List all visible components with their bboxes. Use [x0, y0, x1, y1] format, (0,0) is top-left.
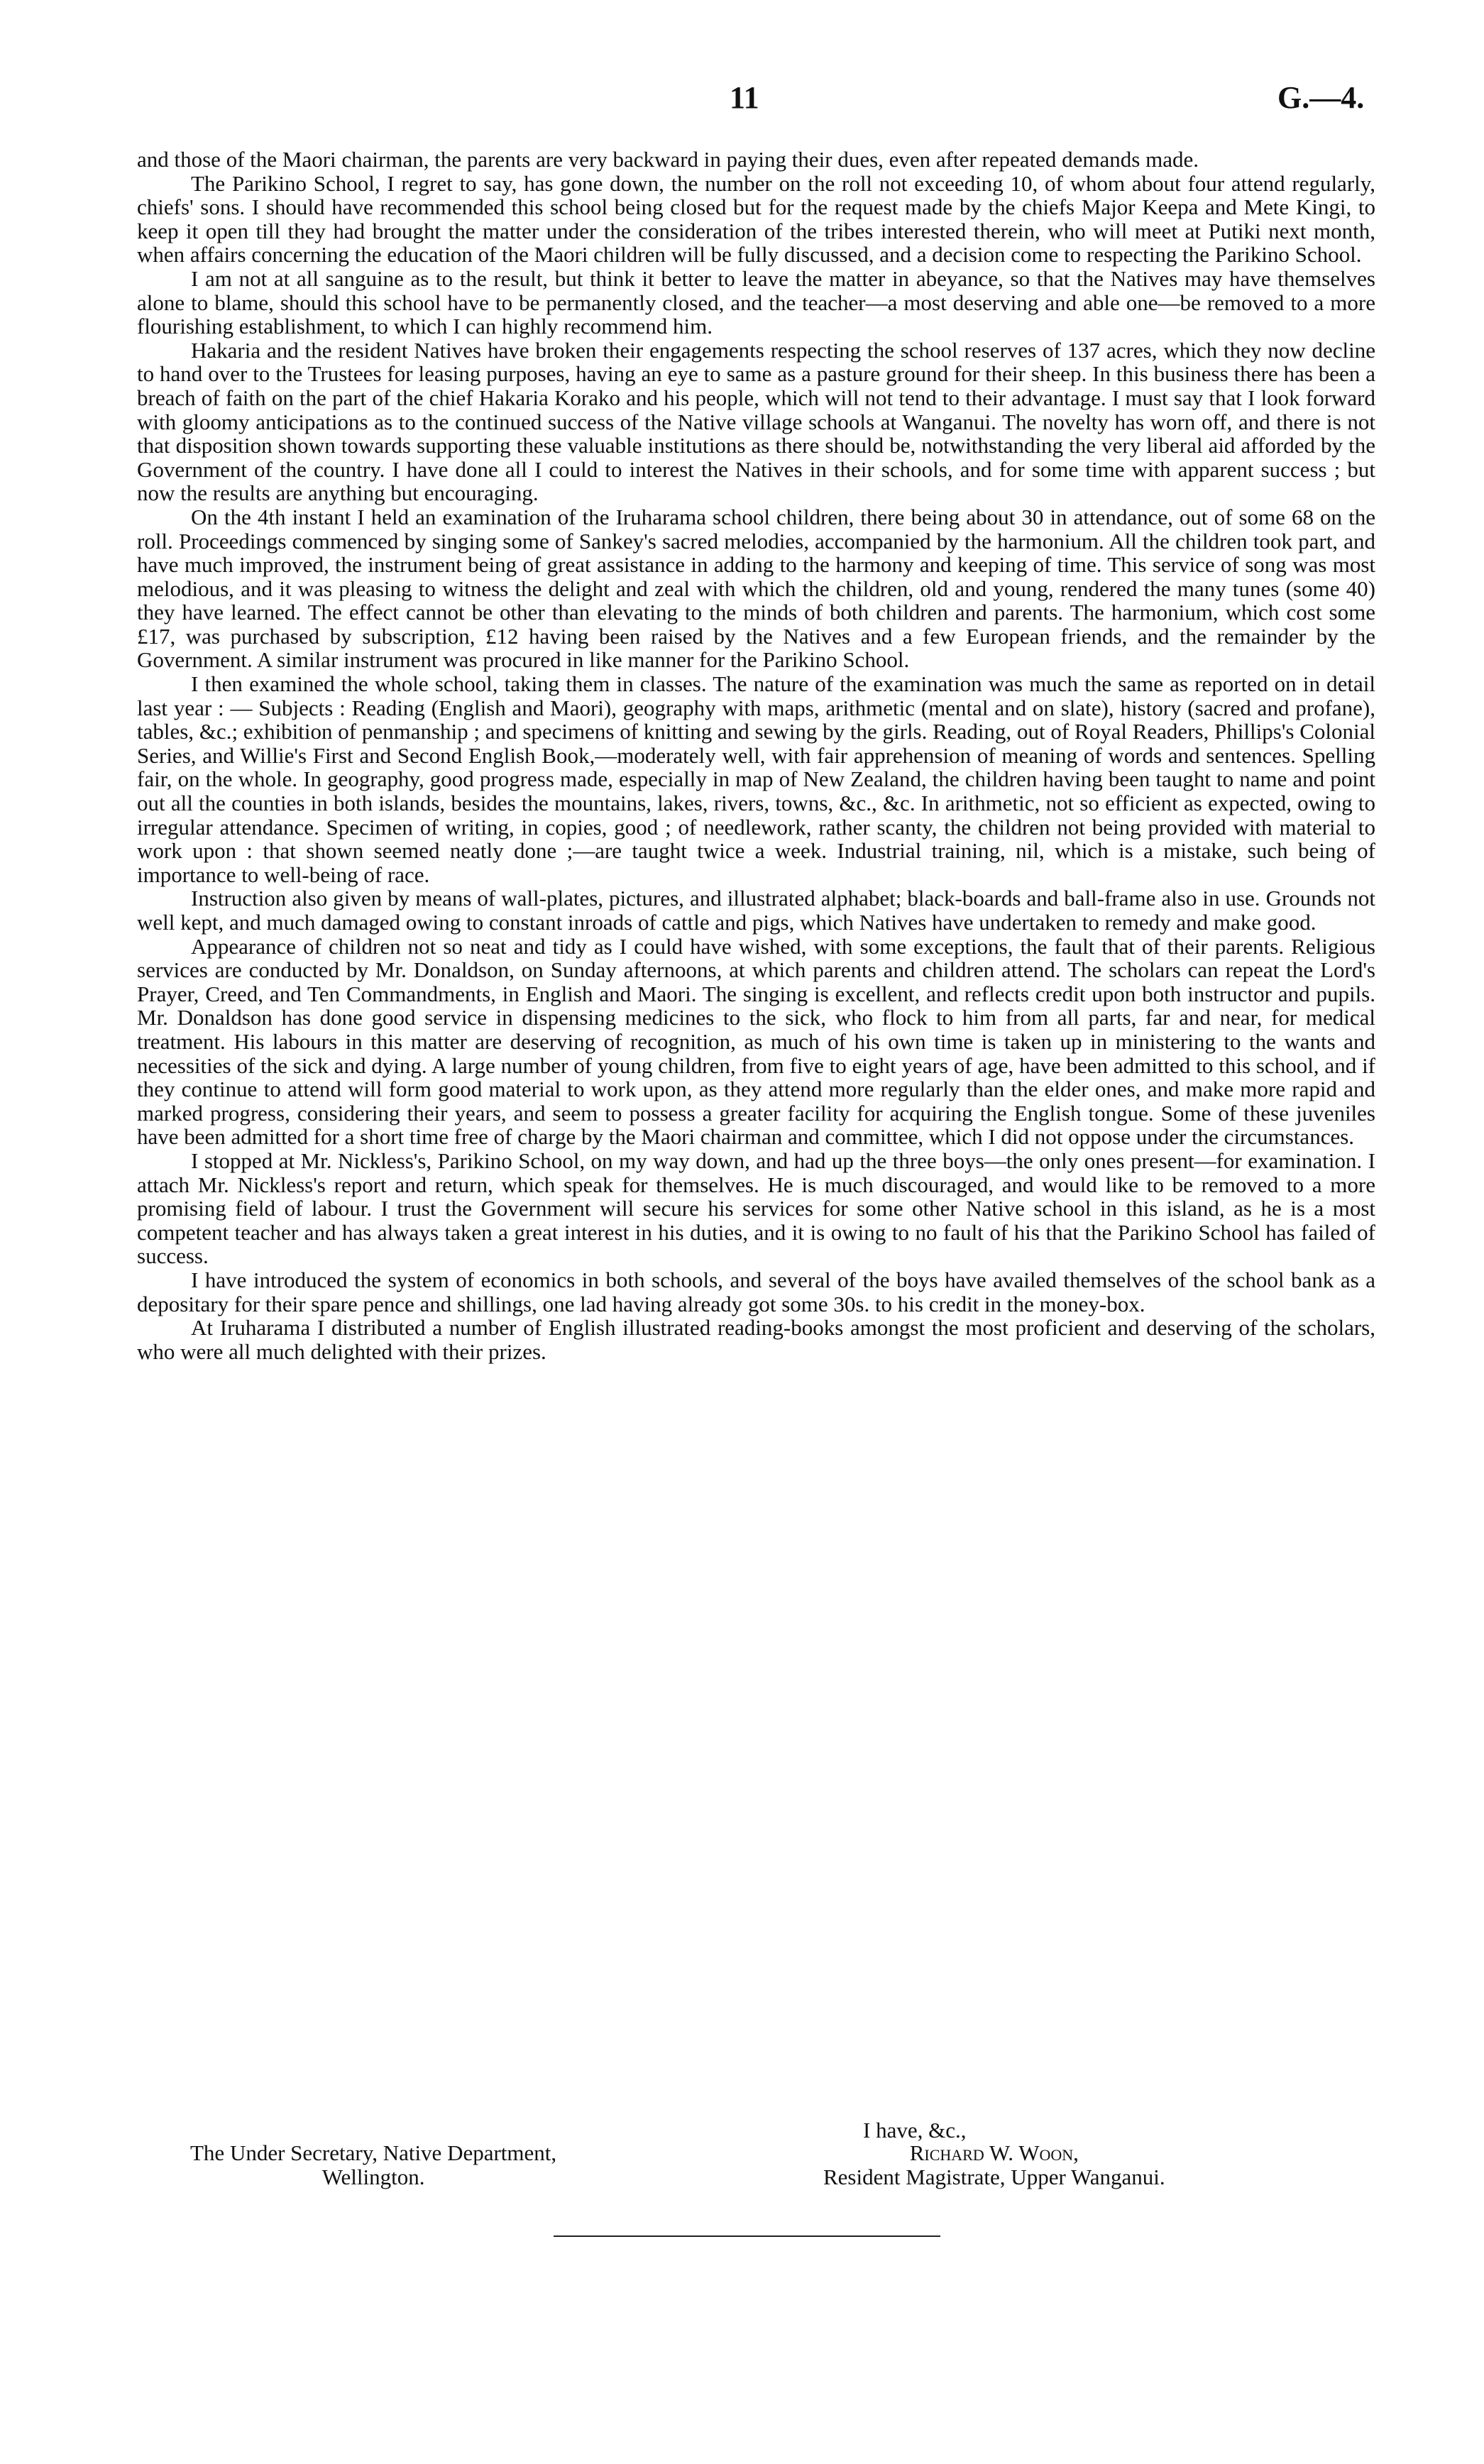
paragraph-3: I am not at all sanguine as to the result, but think it better to leave the matter in abeyance, so that the Natives may have themselves alone to blame, should this school have to be permanently closed, and the teacher—a most deserving and able one—be removed to a more flourishing establishment, to which I can highly recommend him.	[137, 265, 1375, 339]
paragraph-7: Instruction also given by means of wall-plates, pictures, and illustrated alphabet; black-boards and ball-frame also in use. Grounds not well kept, and much damaged owing to constant inroads of cattle and pigs, which Natives have undertaken to remedy and make good.	[137, 886, 1375, 935]
paragraph-8: Appearance of children not so neat and tidy as I could have wished, with some exceptions, the fault that of their parents. Religious services are conducted by Mr. Donaldson, on Sunday afternoons, at which parents and children attend. The scholars can repeat the Lord's Prayer, Creed, and Ten Commandments, in English and Maori. The singing is excellent, and reflects credit upon both instructor and pupils. Mr. Donaldson has done good service in dispensing medicines to the sick, who flock to him from all parts, far and near, for medical treatment. His labours in this matter are deserving of recognition, as much of his own time is taken up in ministering to the wants and necessities of the sick and dying. A large number of young children, from five to eight years of age, have been admitted to this school, and if they continue to attend will form good material to work upon, as they attend more regularly than the elder ones, and make more rapid and marked progress, considering their years, and seem to possess a greater facility for acquiring the English tongue. Some of these juveniles have been admitted for a short time free of charge by the Maori chairman and committee, which I did not oppose under the circumstances.	[137, 933, 1375, 1150]
closing-salutation: I have, &c.,	[863, 2118, 967, 2143]
paragraph-6: I then examined the whole school, taking them in classes. The nature of the examination was much the same as reported on in detail last year : — Subjects : Reading (English and Maori), geography with maps, arithmetic (mental and on slate), history (sacred and profane), tables, &c.; exhibition of penmanship ; and specimens of knitting and sewing by the girls. Reading, out of Royal Readers, Phillips's Colonial Series, and Willie's First and Second English Book,—moderately well, with fair apprehension of meaning of words and sentences. Spelling fair, on the whole. In geography, good progress made, especially in map of New Zealand, the children having been taught to name and point out all the counties in both islands, besides the mountains, lakes, rivers, towns, &c., &c. In arithmetic, not so efficient as expected, owing to irregular attendance. Specimen of writing, in copies, good ; of needlework, rather scanty, the children not being provided with material to work upon : that shown seemed neatly done ;—are taught twice a week. Industrial training, nil, which is a mistake, such being of importance to well-being of race.	[137, 671, 1375, 887]
signature-block	[823, 2141, 1165, 2189]
paragraph-11: At Iruharama I distributed a number of English illustrated reading-books amongst the most proficient and deserving of the scholars, who were all much delighted with their prizes.	[137, 1315, 1375, 1364]
paragraph-2: The Parikino School, I regret to say, has gone down, the number on the roll not exceeding 10, of whom about four attend regularly, chiefs' sons. I should have recommended this school being closed but for the request made by the chiefs Major Keepa and Mete Kingi, to keep it open till they had brought the matter under the consideration of the tribes interested therein, who will meet at Putiki next month, when affairs concerning the education of the Maori children will be fully discussed, and a decision come to respecting the Parikino School.	[137, 170, 1375, 268]
paragraph-9: I stopped at Mr. Nickless's, Parikino School, on my way down, and had up the three boys—the only ones present—for examination. I attach Mr. Nickless's report and return, which speak for themselves. He is much discouraged, and would like to be removed to a more promising field of labour. I trust the Government will secure his services for some other Native school in this island, as he is a most competent teacher and has always taken a great interest in his duties, and it is owing to no fault of his that the Parikino School has failed of success.	[137, 1148, 1375, 1269]
signatory-title: Resident Magistrate, Upper Wanganui.	[823, 2164, 1165, 2189]
addressee-title: The Under Secretary, Native Department,	[190, 2140, 557, 2165]
letter-body	[137, 148, 1375, 1363]
paragraph-5: On the 4th instant I held an examination of the Iruharama school children, there being about 30 in attendance, out of some 68 on the roll. Proceedings commenced by singing some of Sankey's sacred melodies, accompanied by the harmonium. All the children took part, and have much improved, the instrument being of great assistance in adding to the harmony and keeping of time. This service of song was most melodious, and it was pleasing to witness the delight and zeal with which the children, old and young, rendered the many tunes (some 40) they have learned. The effect cannot be other than elevating to the minds of both children and parents. The harmonium, which cost some £17, was purchased by subscription, £12 having been raised by the Natives and a few European friends, and the remainder by the Government. A similar instrument was procured in like manner for the Parikino School.	[137, 504, 1375, 673]
signatory-name: Richard W. Woon,	[909, 2140, 1079, 2165]
page-number: 11	[730, 80, 759, 115]
paragraph-4: Hakaria and the resident Natives have broken their engagements respecting the school reserves of 137 acres, which they now decline to hand over to the Trustees for leasing purposes, having an eye to same as a pasture ground for their sheep. In this business there has been a breach of faith on the part of the chief Hakaria Korako and his people, which will not tend to their advantage. I must say that I look forward with gloomy anticipations as to the continued success of the Native village schools at Wanganui. The novelty has worn off, and there is not that disposition shown towards supporting these valuable institutions as there should be, notwithstanding the very liberal aid afforded by the Government of the country. I have done all I could to interest the Natives in their schools, and for some time with apparent success ; but now the results are anything but encouraging.	[137, 337, 1375, 506]
addressee-location: Wellington.	[321, 2164, 425, 2189]
addressee-block	[190, 2141, 556, 2189]
paragraph-10: I have introduced the system of economics in both schools, and several of the boys have availed themselves of the school bank as a depositary for their spare pence and shillings, one lad having already got some 30s. to his credit in the money-box.	[137, 1267, 1375, 1316]
paragraph-1: and those of the Maori chairman, the parents are very backward in paying their dues, even after repeated demands made.	[137, 147, 1199, 172]
document-reference: G.—4.	[1277, 80, 1365, 115]
section-divider	[554, 2235, 940, 2237]
